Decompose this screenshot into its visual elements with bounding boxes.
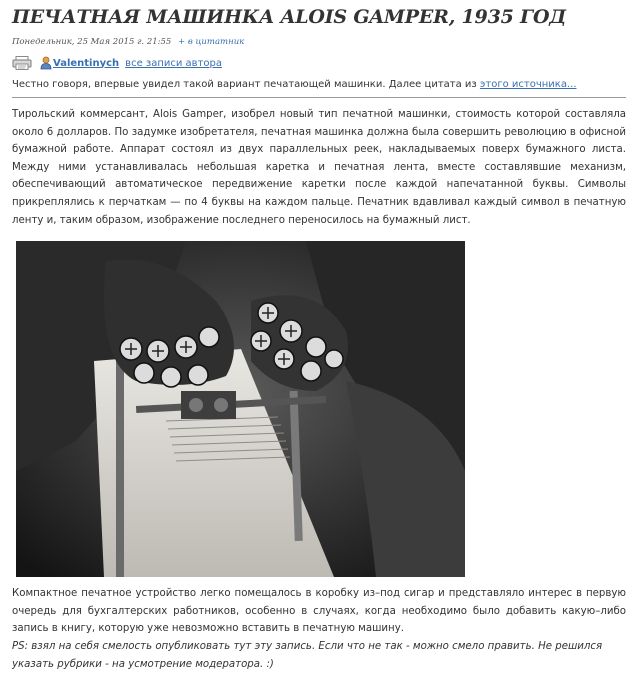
source-link[interactable]: этого источника... (479, 79, 577, 90)
post-meta (12, 37, 244, 47)
divider (12, 97, 626, 98)
paragraph-2: Компактное печатное устройство легко помещалось в коробку из–под сигар и представляло интерес в первую очередь для бухгалтерских работников, особенно в случаях, когда необходимо было добавить какую–либо запись в книгу, которую уже невозможно вставить в печатную машину. (12, 588, 626, 635)
author-row (12, 54, 222, 72)
author-name-link[interactable]: Valentinych (53, 57, 120, 69)
paragraph-1: Тирольский коммерсант, Alois Gamper, изобрел новый тип печатной машинки, стоимость которой составляла около 6 долларов. По задумке изобретателя, печатная машинка должна была совершить революцию в офисной бумажной работе. Аппарат состоял из двух параллельных реек, накладываемых поверх бумажного листа. Между ними устанавливалась небольшая каретка и печатная лента, вместе составлявшие механизм, обеспечивающий автоматическое передвижение каретки после каждой напечатанной буквы. Символы прикреплялись к перчаткам — по 4 буквы на каждом пальце. Печатник вдавливал каждый символ в печатную ленту и, таким образом, изображение последнего переносилось на бумажный лист. (12, 109, 626, 226)
postscript: PS: взял на себя смелость опубликовать тут эту запись. Если что не так - можно смело править. Не решился указать рубрики - на усмотрение модератора. :) (12, 641, 603, 670)
add-to-quotes-link[interactable]: + в цитатник (178, 37, 245, 47)
post-title: ПЕЧАТНАЯ МАШИНКА ALOIS GAMPER, 1935 ГОД (12, 6, 566, 28)
print-icon[interactable] (12, 56, 32, 70)
author-all-posts-link[interactable]: все записи автора (125, 57, 222, 69)
typewriter-photo (16, 241, 465, 577)
user-icon (40, 56, 52, 70)
post-date: Понедельник, 25 Мая 2015 г. 21:55 (12, 37, 172, 47)
post-intro (12, 79, 577, 90)
intro-text: Честно говоря, впервые увидел такой вариант печатающей машинки. Далее цитата из (12, 79, 477, 90)
